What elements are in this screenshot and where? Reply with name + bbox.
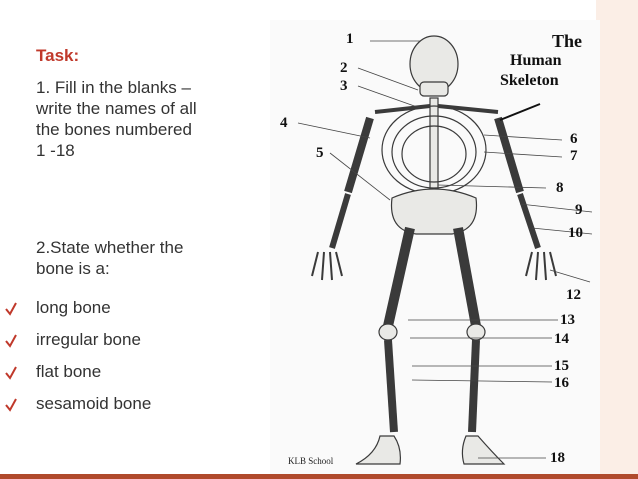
option-label: flat bone: [36, 362, 102, 381]
option-label: long bone: [36, 298, 111, 317]
figure-title: The: [552, 31, 583, 51]
task-title: Task:: [36, 46, 80, 65]
skeleton-figure: [270, 20, 600, 474]
task-panel: [0, 40, 270, 440]
figure-title: Human: [510, 52, 562, 69]
label-18: 18: [550, 450, 565, 466]
label-15: 15: [554, 358, 569, 374]
instruction-1: 1. Fill in the blanks – write the names of all the bones numbered 1 -18: [36, 78, 197, 160]
check-icon: [4, 365, 18, 381]
label-12: 12: [566, 287, 581, 303]
label-7: 7: [570, 148, 578, 164]
check-icon: [4, 333, 18, 349]
figure-credit: KLB School: [288, 456, 334, 466]
check-icon: [4, 397, 18, 413]
label-10: 10: [568, 225, 583, 241]
label-14: 14: [554, 331, 569, 347]
label-4: 4: [280, 115, 288, 131]
decorative-bar: [0, 474, 638, 479]
option-label: sesamoid bone: [36, 394, 152, 413]
check-icon: [4, 301, 18, 317]
label-8: 8: [556, 180, 564, 196]
decorative-panel: [596, 0, 638, 474]
label-3: 3: [340, 78, 348, 94]
label-16: 16: [554, 375, 569, 391]
label-1: 1: [346, 31, 354, 47]
label-2: 2: [340, 60, 348, 76]
label-6: 6: [570, 131, 578, 147]
instruction-2: 2.State whether the bone is a:: [36, 238, 184, 278]
label-9: 9: [575, 202, 583, 218]
label-5: 5: [316, 145, 324, 161]
option-label: irregular bone: [36, 330, 141, 349]
label-13: 13: [560, 312, 575, 328]
figure-title: Skeleton: [500, 72, 559, 89]
